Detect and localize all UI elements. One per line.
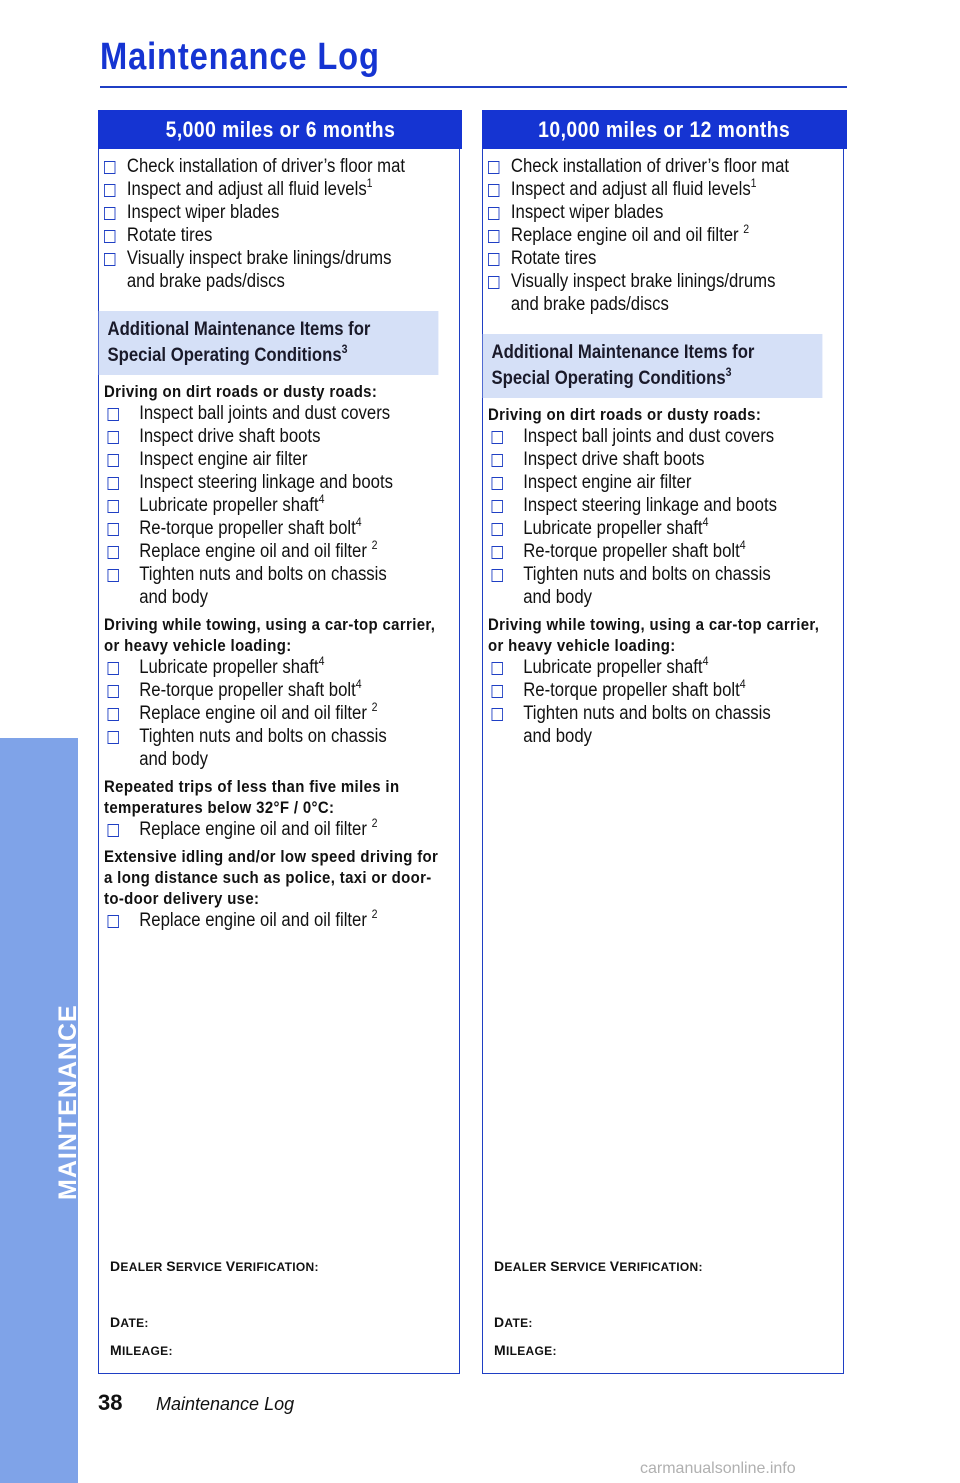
checklist-item [488, 247, 833, 270]
checklist-item-text: Inspect steering linkage and boots [523, 495, 777, 516]
checklist-group [104, 909, 449, 932]
checklist-item-continuation: and body [139, 587, 209, 608]
checklist-item [104, 224, 449, 247]
checklist-item-text: Inspect steering linkage and boots [139, 472, 393, 493]
checklist-item-continuation: and body [523, 587, 593, 608]
checkbox[interactable] [488, 230, 499, 243]
checklist-item [488, 270, 833, 316]
checklist-item-text: Replace engine oil and oil filter [139, 703, 372, 724]
checklist-group [104, 818, 449, 841]
checklist-item-text: Tighten nuts and bolts on chassis [139, 564, 387, 585]
date-label: DATE: [494, 1314, 533, 1330]
checklist-item-text: Inspect drive shaft boots [523, 449, 705, 470]
checklist-item-text: Replace engine oil and oil filter [139, 541, 372, 562]
checklist-item [104, 178, 449, 201]
towing-heading: Driving while towing, using a car-top carrier, or heavy vehicle loading: [104, 615, 436, 655]
dealer-service-verification-label: DEALER SERVICE VERIFICATION: [494, 1258, 703, 1274]
checkbox[interactable] [104, 207, 115, 220]
checkbox[interactable] [488, 276, 499, 289]
checklist-item [488, 679, 833, 702]
checklist-item-text: Lubricate propeller shaft [523, 518, 703, 539]
footnote-marker: 4 [355, 515, 362, 529]
checklist-item [488, 201, 833, 224]
checkbox[interactable] [108, 431, 119, 444]
checklist-item [104, 563, 449, 609]
footnote-marker: 4 [318, 492, 325, 506]
checklist-item [488, 702, 833, 748]
checkbox[interactable] [108, 546, 119, 559]
dirt-roads-heading: Driving on dirt roads or dusty roads: [104, 382, 378, 401]
checkbox[interactable] [104, 161, 115, 174]
checklist-item-text: Re-torque propeller shaft bolt [523, 541, 740, 562]
footer-label: Maintenance Log [156, 1394, 295, 1414]
checklist-item-text: Check installation of driver’s floor mat [126, 156, 406, 177]
checklist-item [488, 471, 833, 494]
checkbox[interactable] [108, 731, 119, 744]
checklist-item [104, 725, 449, 771]
checklist-group [488, 155, 833, 316]
checkbox[interactable] [104, 184, 115, 197]
footnote-marker: 4 [739, 677, 746, 691]
checklist-item-continuation: and body [139, 749, 209, 770]
dealer-service-verification-label: DEALER SERVICE VERIFICATION: [110, 1258, 319, 1274]
checklist-item [104, 471, 449, 494]
checklist-item-text: Inspect drive shaft boots [139, 426, 321, 447]
checklist-item-text: Inspect ball joints and dust covers [523, 426, 775, 447]
checklist-item [488, 494, 833, 517]
checklist-group [104, 155, 449, 293]
checkbox[interactable] [492, 500, 503, 513]
checklist-item [104, 702, 449, 725]
right-column-header [482, 110, 847, 149]
mileage-label: MILEAGE: [494, 1342, 557, 1358]
section-side-label: MAINTENANCE [54, 1004, 82, 1200]
checklist-item [488, 563, 833, 609]
page-number: 38 [98, 1390, 123, 1415]
special-conditions-subtitle: Special Operating Conditions$^3$ [107, 342, 348, 366]
checkbox[interactable] [492, 454, 503, 467]
checklist-item-text: Inspect and adjust all fluid levels [126, 179, 367, 200]
footnote-marker: 4 [739, 538, 746, 552]
checkbox[interactable] [492, 477, 503, 490]
checklist-item-text: Visually inspect brake linings/drums [510, 271, 776, 292]
checklist-item-text: Re-torque propeller shaft bolt [523, 680, 740, 701]
special-conditions-box [483, 334, 823, 398]
checklist-item [488, 448, 833, 471]
checklist-item-text: Inspect and adjust all fluid levels [510, 179, 751, 200]
title-divider [100, 86, 847, 88]
checklist-item-text: Replace engine oil and oil filter [139, 910, 372, 931]
checkbox[interactable] [108, 477, 119, 490]
checklist-group [488, 656, 833, 748]
checklist-item-text: Tighten nuts and bolts on chassis [523, 703, 771, 724]
checkbox[interactable] [104, 253, 115, 266]
page-title: Maintenance Log [100, 36, 380, 78]
footnote-marker: 2 [371, 538, 378, 552]
checkbox[interactable] [492, 523, 503, 536]
checkbox[interactable] [492, 546, 503, 559]
special-conditions-box [99, 311, 439, 375]
checkbox[interactable] [492, 569, 503, 582]
checklist-item-text: Lubricate propeller shaft [139, 495, 319, 516]
checklist-item [104, 155, 449, 178]
footnote-marker: 4 [702, 515, 709, 529]
special-conditions-title: Additional Maintenance Items for [107, 319, 371, 340]
checklist-item-text: Inspect engine air filter [139, 449, 308, 470]
checklist-group [104, 402, 449, 609]
checkbox[interactable] [108, 569, 119, 582]
footnote-marker: 1 [750, 176, 757, 190]
checklist-item-text: Inspect ball joints and dust covers [139, 403, 391, 424]
checklist-item [488, 224, 833, 247]
checkbox[interactable] [108, 523, 119, 536]
checkbox[interactable] [108, 685, 119, 698]
checklist-item [104, 247, 449, 293]
towing-heading: Driving while towing, using a car-top carrier, or heavy vehicle loading: [488, 615, 820, 655]
checkbox[interactable] [108, 915, 119, 928]
checklist-item [488, 540, 833, 563]
watermark: carmanualsonline.info [640, 1460, 796, 1477]
checklist-item-continuation: and brake pads/discs [126, 271, 285, 292]
checklist-item [104, 494, 449, 517]
checkbox[interactable] [108, 662, 119, 675]
checkbox[interactable] [488, 161, 499, 174]
checkbox[interactable] [488, 207, 499, 220]
footnote-marker: 2 [743, 222, 750, 236]
checklist-item-text: Visually inspect brake linings/drums [126, 248, 392, 269]
checklist-item [104, 818, 449, 841]
column-content [488, 155, 833, 748]
footnote-marker: 2 [371, 700, 378, 714]
checklist-group [104, 656, 449, 771]
checkbox[interactable] [488, 253, 499, 266]
dirt-roads-heading: Driving on dirt roads or dusty roads: [488, 405, 762, 424]
checkbox[interactable] [492, 685, 503, 698]
checklist-item [104, 656, 449, 679]
checkbox[interactable] [108, 708, 119, 721]
footnote-marker: 4 [702, 654, 709, 668]
mileage-label: MILEAGE: [110, 1342, 173, 1358]
checklist-item-text: Inspect engine air filter [523, 472, 692, 493]
checkbox[interactable] [492, 662, 503, 675]
checklist-item-text: Rotate tires [126, 225, 213, 246]
checklist-item [488, 656, 833, 679]
left-column-body [104, 155, 449, 932]
checklist-item [104, 425, 449, 448]
checklist-item-text: Rotate tires [510, 248, 597, 269]
special-conditions-title: Additional Maintenance Items for [491, 342, 755, 363]
checklist-item-text: Lubricate propeller shaft [139, 657, 319, 678]
checkbox[interactable] [108, 408, 119, 421]
checklist-item-text: Re-torque propeller shaft bolt [139, 518, 356, 539]
checklist-item [488, 178, 833, 201]
special-conditions-subtitle: Special Operating Conditions$^3$ [491, 365, 732, 389]
checkbox[interactable] [488, 184, 499, 197]
checklist-item-continuation: and brake pads/discs [510, 294, 669, 315]
checklist-item-text: Re-torque propeller shaft bolt [139, 680, 356, 701]
right-column-header-text: 10,000 miles or 12 months [538, 117, 791, 142]
cold-trips-heading: Repeated trips of less than five miles in temperatures below 32°F / 0°C: [104, 777, 400, 817]
checkbox[interactable] [108, 500, 119, 513]
right-column-body [488, 155, 833, 748]
left-column-header [98, 110, 462, 149]
footnote-marker: 4 [355, 677, 362, 691]
checklist-item-text: Replace engine oil and oil filter [139, 819, 372, 840]
left-column-header-text: 5,000 miles or 6 months [165, 117, 395, 142]
checklist-item [104, 201, 449, 224]
checkbox[interactable] [108, 824, 119, 837]
checkbox[interactable] [108, 454, 119, 467]
checklist-item [104, 448, 449, 471]
checklist-item [488, 517, 833, 540]
footnote-marker: 3 [725, 365, 732, 379]
checklist-item [104, 402, 449, 425]
checklist-item-text: Tighten nuts and bolts on chassis [523, 564, 771, 585]
checkbox[interactable] [492, 708, 503, 721]
checklist-item-text: Inspect wiper blades [126, 202, 280, 223]
idling-heading: Extensive idling and/or low speed driving for a long distance such as police, taxi or door-to-door delivery use: [104, 847, 439, 908]
footnote-marker: 4 [318, 654, 325, 668]
checklist-item-text: Tighten nuts and bolts on chassis [139, 726, 387, 747]
checklist-item-text: Check installation of driver’s floor mat [510, 156, 790, 177]
checkbox[interactable] [104, 230, 115, 243]
footnote-marker: 3 [341, 342, 348, 356]
checklist-group [488, 425, 833, 609]
footnote-marker: 1 [366, 176, 373, 190]
date-label: DATE: [110, 1314, 149, 1330]
checklist-item [104, 517, 449, 540]
footnote-marker: 2 [371, 907, 378, 921]
checklist-item [488, 155, 833, 178]
checklist-item [104, 679, 449, 702]
checklist-item-text: Inspect wiper blades [510, 202, 664, 223]
footnote-marker: 2 [371, 816, 378, 830]
checklist-item-text: Replace engine oil and oil filter [510, 225, 744, 246]
checklist-item [104, 909, 449, 932]
checklist-item-text: Lubricate propeller shaft [523, 657, 703, 678]
column-content [104, 155, 449, 932]
checkbox[interactable] [492, 431, 503, 444]
checklist-item [104, 540, 449, 563]
checklist-item [488, 425, 833, 448]
checklist-item-continuation: and body [523, 726, 593, 747]
